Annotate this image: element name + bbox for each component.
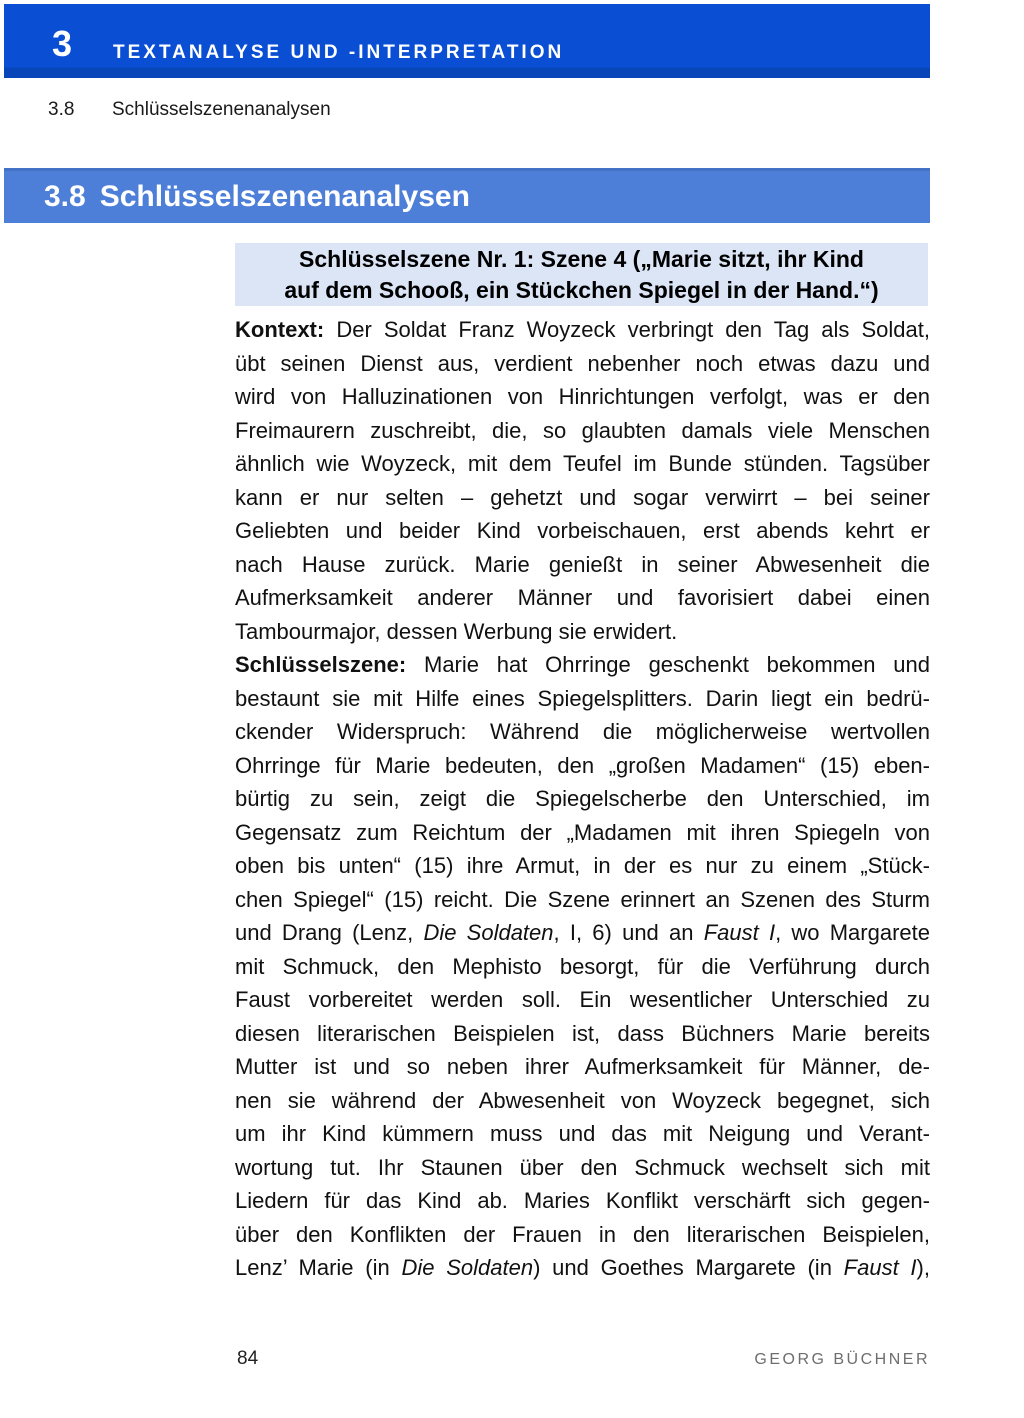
body-line: Gegensatz zum Reichtum der „Madamen mit ihren Spiegeln von [235, 819, 930, 845]
body-line: chen Spiegel“ (15) reicht. Die Szene erinnert an Szenen des Sturm [235, 886, 930, 912]
section-title: Schlüsselszenenanalysen [99, 180, 470, 213]
body-line: wird von Halluzinationen von Hinrichtungen verfolgt, was er den [235, 384, 930, 409]
body-line: um ihr Kind kümmern muss und das mit Neigung und Verant- [235, 1121, 930, 1146]
body-line: Mutter ist und so neben ihrer Aufmerksamkeit für Männer, de- [235, 1054, 930, 1079]
body-line: Ohrringe für Marie bedeuten, den „großen Madamen“ (15) eben- [235, 752, 930, 778]
body-line: Liedern für das Kind ab. Maries Konflikt verschärft sich gegen- [235, 1188, 930, 1213]
running-header [48, 98, 331, 122]
section-number: 3.8 [44, 180, 86, 213]
body-line: Geliebten und beider Kind vorbeischauen, erst abends kehrt er [235, 518, 930, 543]
running-header-number: 3.8 [48, 99, 75, 120]
body-line: übt seinen Dienst aus, verdient nebenher noch etwas dazu und [235, 350, 930, 376]
section-header-bar [4, 168, 930, 223]
body-line: Freimaurern zuschreibt, die, so glaubten damals viele Menschen [235, 417, 930, 443]
body-line: Faust vorbereitet werden soll. Ein wesentlicher Unterschied zu [235, 987, 930, 1012]
body-line: ckender Widerspruch: Während die möglicherweise wertvollen [235, 719, 930, 744]
body-line: bürtig zu sein, zeigt die Spiegelscherbe den Unterschied, im [235, 786, 930, 811]
book-author: GEORG BÜCHNER [754, 1351, 930, 1368]
body-line: mit Schmuck, den Mephisto besorgt, für die Verführung durch [235, 953, 930, 979]
chapter-header-bar [4, 4, 930, 78]
keyscene-box-line: Schlüsselszene Nr. 1: Szene 4 („Marie sitzt, ihr Kind [299, 246, 864, 272]
body-line: Lenz’ Marie (in Die Soldaten) und Goethes Margarete (in Faust I), [235, 1255, 930, 1280]
body-text [235, 313, 930, 1285]
body-line: Tambourmajor, dessen Werbung sie erwidert. [235, 618, 678, 644]
body-line: über den Konflikten der Frauen in den literarischen Beispielen, [235, 1221, 930, 1247]
body-line: bestaunt sie mit Hilfe eines Spiegelsplitters. Darin liegt ein bedrü- [235, 685, 930, 711]
body-line: Schlüsselszene: Marie hat Ohrringe geschenkt bekommen und [235, 652, 930, 677]
page-number: 84 [237, 1348, 259, 1369]
body-line: Kontext: Der Soldat Franz Woyzeck verbringt den Tag als Soldat, [235, 317, 930, 342]
chapter-number: 3 [52, 23, 73, 64]
body-line: kann er nur selten – gehetzt und sogar verwirrt – bei seiner [235, 484, 930, 510]
body-line: Aufmerksamkeit anderer Männer und favorisiert dabei einen [235, 585, 930, 610]
body-line: oben bis unten“ (15) ihre Armut, in der es nur zu einem „Stück- [235, 853, 930, 878]
body-line: diesen literarischen Beispielen ist, dass Büchners Marie bereits [235, 1020, 930, 1046]
body-line: wortung tut. Ihr Staunen über den Schmuck wechselt sich mit [235, 1154, 930, 1180]
body-line: ähnlich wie Woyzeck, mit dem Teufel im Bunde stünden. Tagsüber [235, 451, 930, 476]
keyscene-box [235, 243, 928, 306]
body-line: und Drang (Lenz, Die Soldaten, I, 6) und an Faust I, wo Margarete [235, 920, 931, 945]
body-line: nach Hause zurück. Marie genießt in seiner Abwesenheit die [235, 551, 930, 577]
keyscene-box-line: auf dem Schooß, ein Stückchen Spiegel in der Hand.“) [284, 277, 879, 303]
chapter-title: TEXTANALYSE UND -INTERPRETATION [113, 42, 565, 63]
running-header-title: Schlüsselszenenanalysen [112, 99, 331, 120]
body-line: nen sie während der Abwesenheit von Woyzeck begegnet, sich [235, 1087, 930, 1113]
